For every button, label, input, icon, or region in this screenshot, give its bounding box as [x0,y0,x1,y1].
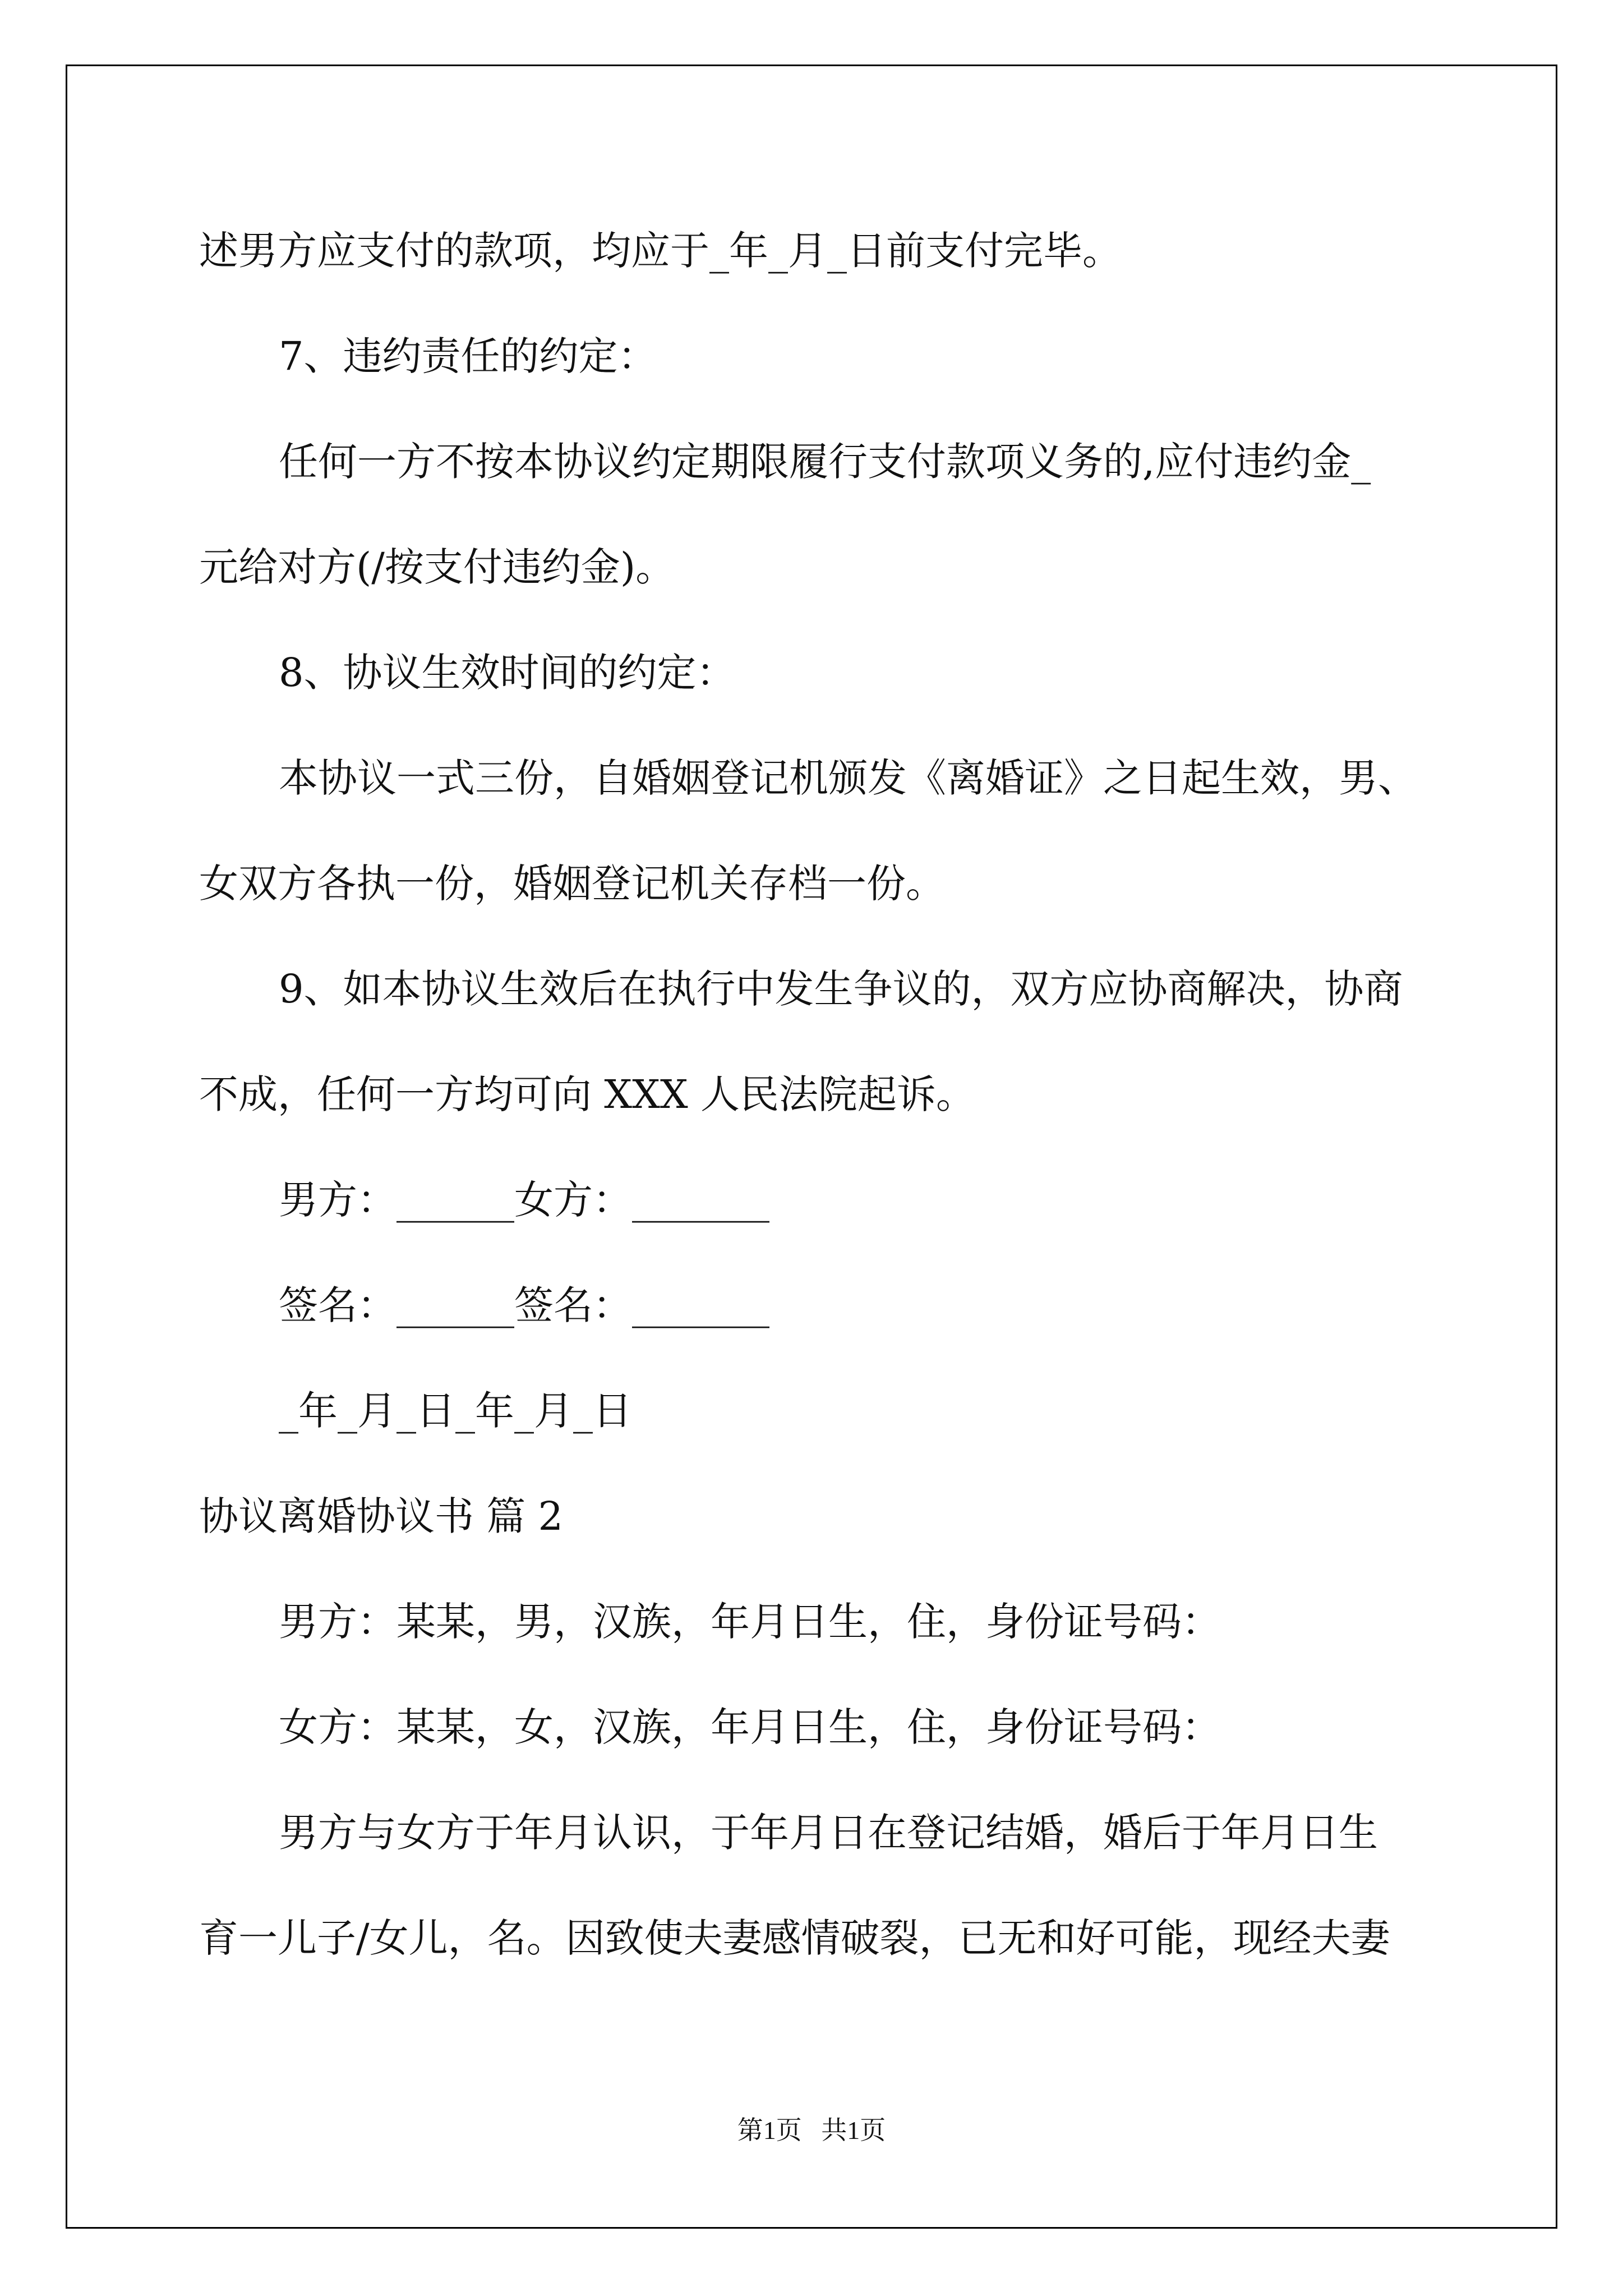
text-line-6: 本协议一式三份，自婚姻登记机颁发《离婚证》之日起生效，男、 [279,755,1417,801]
text-line-16: 男方与女方于年月认识，于年月日在登记结婚，婚后于年月日生 [279,1810,1378,1856]
text-line-12: _年_月_日_年_月_日 [279,1388,632,1434]
text-line-3: 任何一方不按本协议约定期限履行支付款项义务的,应付违约金_ [279,439,1371,485]
text-line-10: 男方：______女方：_______ [279,1177,769,1223]
text-line-14: 男方：某某，男，汉族，年月日生，住，身份证号码： [279,1599,1221,1645]
text-line-8: 9、如本协议生效后在执行中发生争议的，双方应协商解决，协商 [279,966,1403,1012]
page-footer: 第1页 共1页 [737,2116,886,2145]
text-line-5: 8、协议生效时间的约定： [279,650,736,696]
text-line-15: 女方：某某，女，汉族，年月日生，住，身份证号码： [279,1704,1221,1750]
page-border [66,65,1557,2229]
text-line-11: 签名：______签名：_______ [279,1282,769,1328]
text-line-9: 不成，任何一方均可向 XXX 人民法院起诉。 [199,1071,976,1117]
text-line-1: 述男方应支付的款项，均应于_年_月_日前支付完毕。 [199,228,1122,274]
text-line-7: 女双方各执一份，婚姻登记机关存档一份。 [199,861,945,907]
text-line-17: 育一儿子/女儿，名。因致使夫妻感情破裂，已无和好可能，现经夫妻 [199,1915,1390,1961]
section-heading: 协议离婚协议书 篇 2 [199,1493,564,1539]
text-line-2: 7、违约责任的约定： [279,333,657,379]
text-line-4: 元给对方(/按支付违约金)。 [199,544,675,590]
